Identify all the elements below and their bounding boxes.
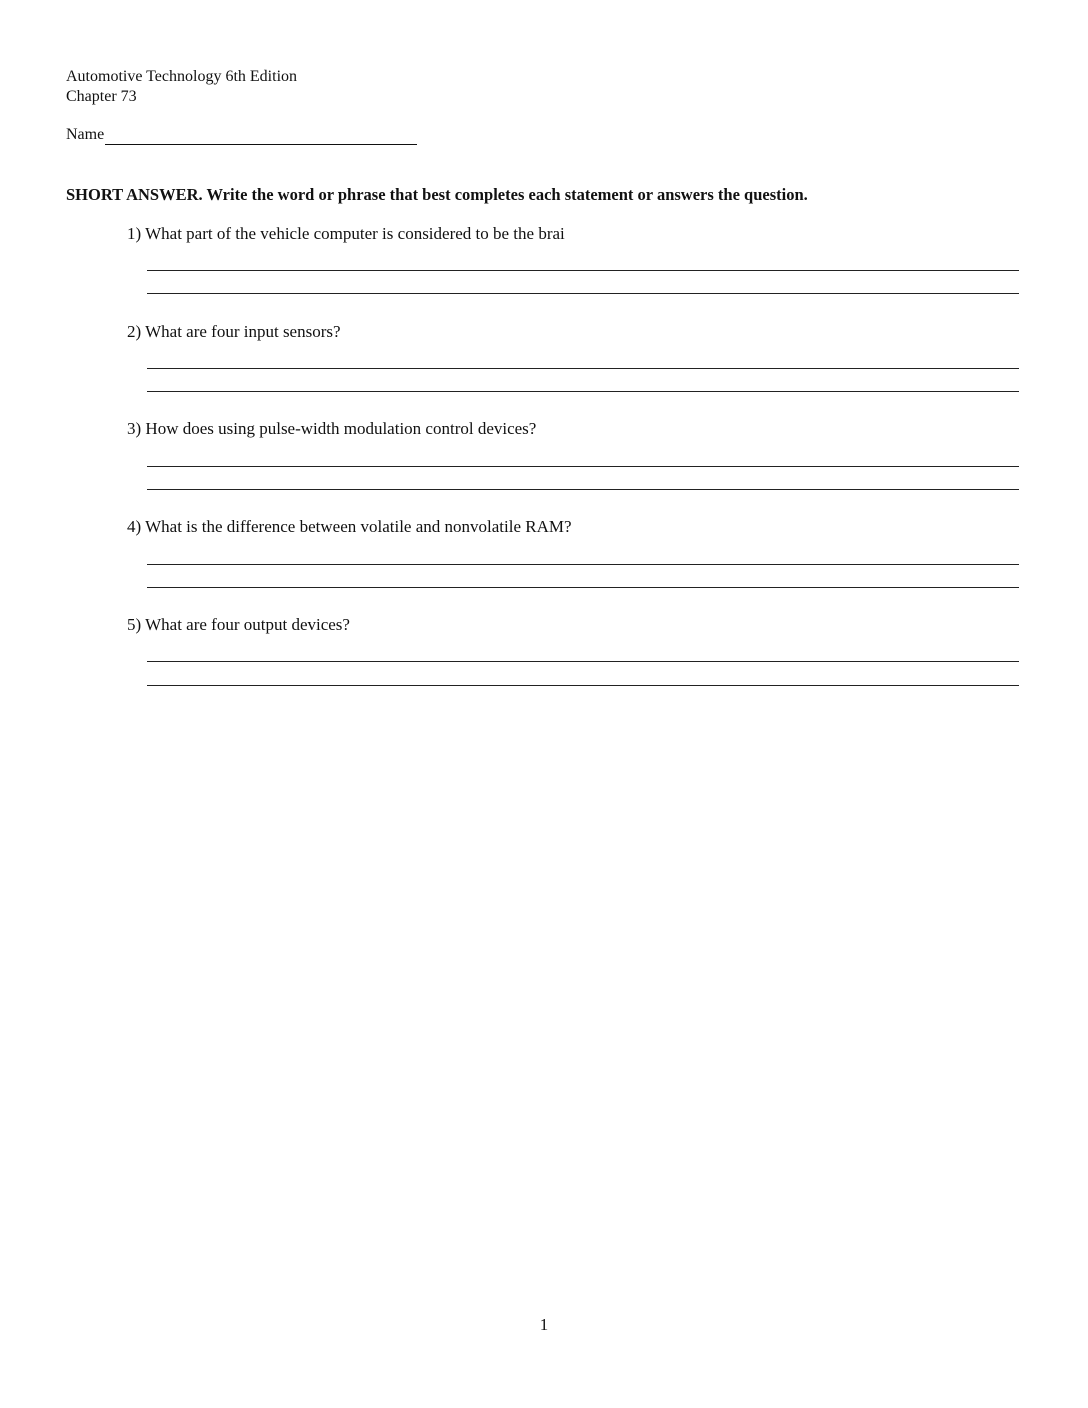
answer-line[interactable] [147,368,1019,369]
answer-line[interactable] [147,587,1019,588]
answer-line[interactable] [147,661,1019,662]
answer-line[interactable] [147,564,1019,565]
question-5: 5) What are four output devices? [127,615,350,634]
page-number: 1 [539,1315,549,1334]
book-title: Automotive Technology 6th Edition [66,68,298,85]
chapter-label: Chapter 73 [66,88,137,105]
question-2: 2) What are four input sensors? [127,322,341,341]
name-field[interactable] [105,126,417,145]
answer-line[interactable] [147,293,1019,294]
question-4: 4) What is the difference between volatile and nonvolatile RAM? [127,517,572,536]
answer-line[interactable] [147,391,1019,392]
name-label: Name [66,126,105,143]
question-1: 1) What part of the vehicle computer is considered to be the brai [127,224,565,243]
name-row [66,125,417,145]
instructions: SHORT ANSWER. Write the word or phrase that best completes each statement or answers the question. [66,185,808,204]
answer-line[interactable] [147,466,1019,467]
answer-line[interactable] [147,489,1019,490]
answer-line[interactable] [147,270,1019,271]
question-3: 3) How does using pulse-width modulation control devices? [127,419,537,438]
answer-line[interactable] [147,685,1019,686]
